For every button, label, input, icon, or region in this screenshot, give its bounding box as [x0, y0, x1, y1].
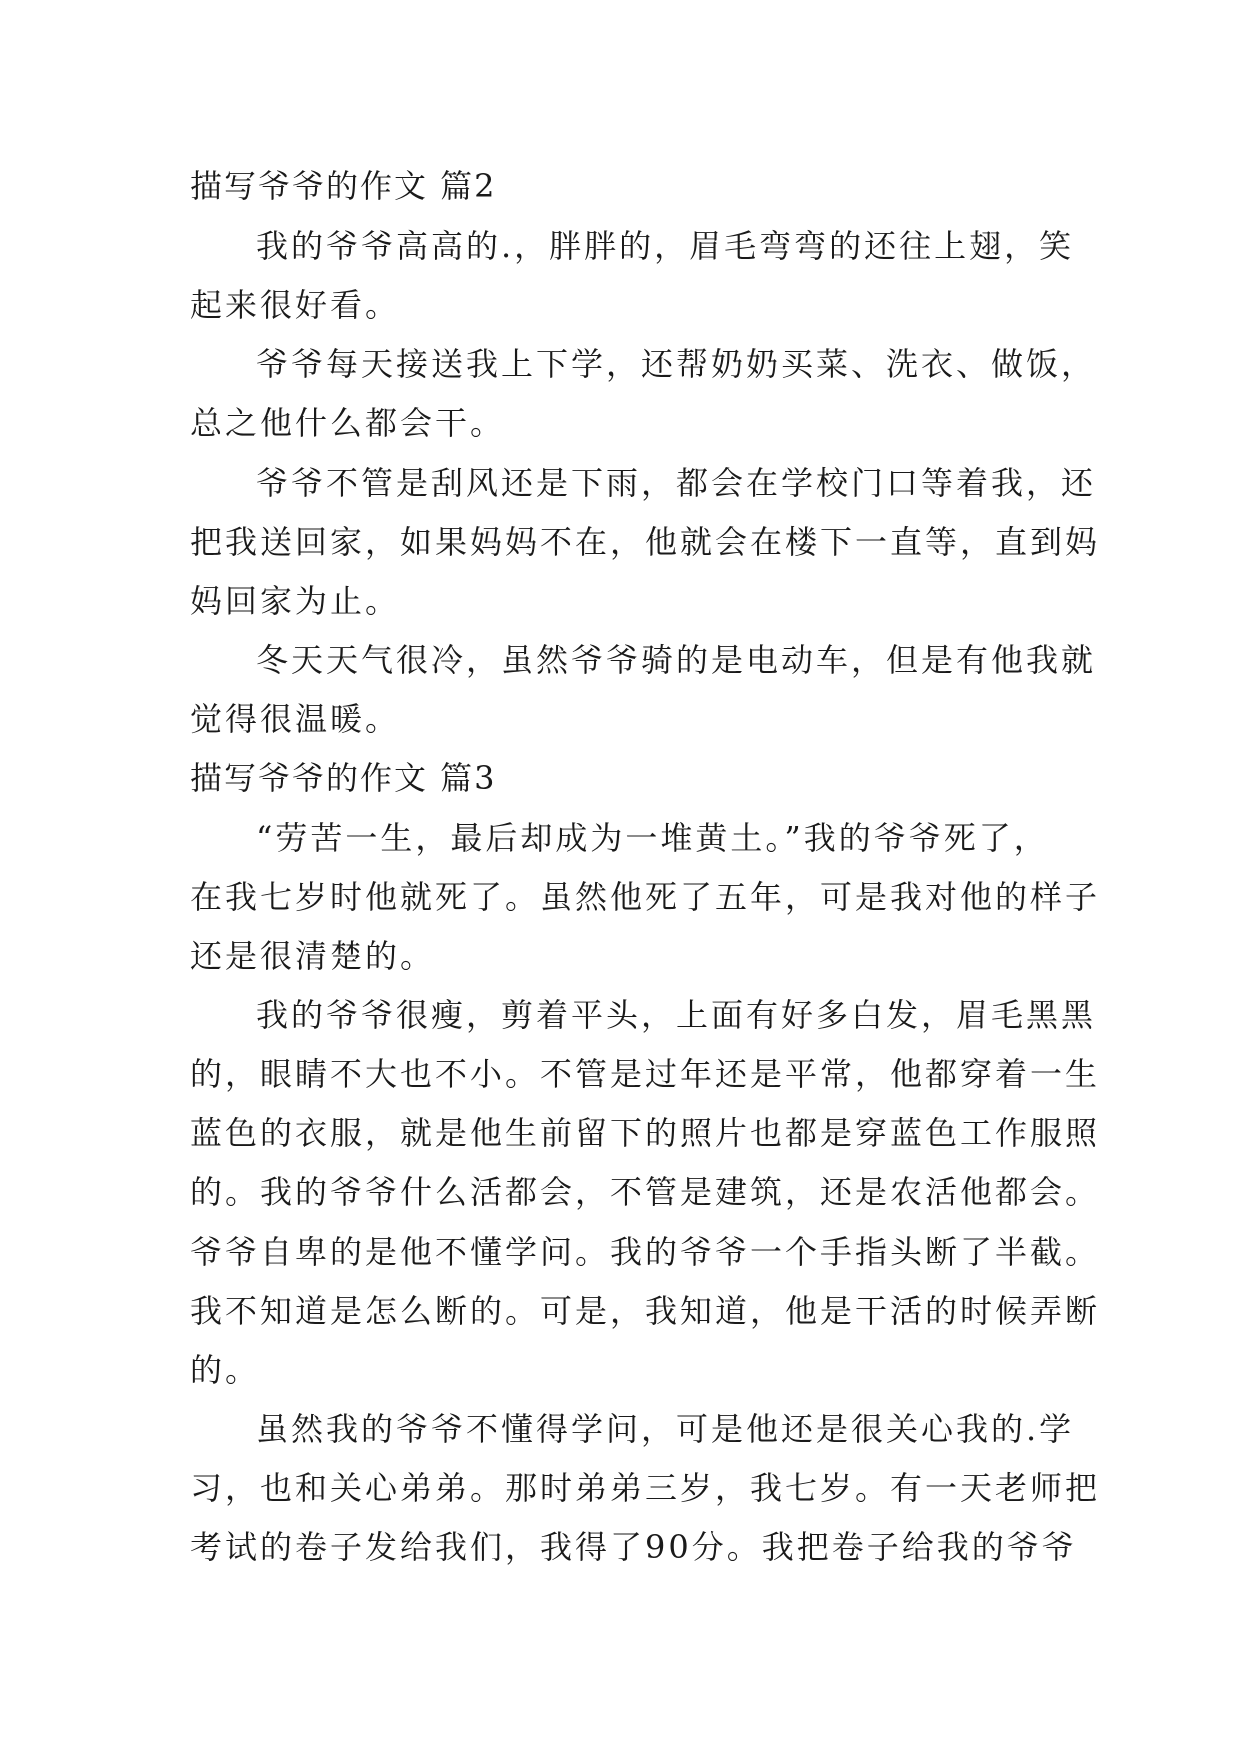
paragraph-line: 考试的卷子发给我们，我得了90分。我把卷子给我的爷爷: [190, 1528, 1077, 1566]
paragraph-line: 习，也和关心弟弟。那时弟弟三岁，我七岁。有一天老师把: [190, 1469, 1101, 1507]
paragraph-line: “劳苦一生，最后却成为一堆黄土。”我的爷爷死了，: [256, 819, 1049, 857]
paragraph-line: 爷爷每天接送我上下学，还帮奶奶买菜、洗衣、做饭，: [256, 345, 1097, 383]
paragraph-line: 起来很好看。: [190, 286, 401, 324]
paragraph-line: 总之他什么都会干。: [190, 404, 506, 442]
paragraph-line: 爷爷自卑的是他不懂学问。我的爷爷一个手指头断了半截。: [190, 1233, 1101, 1271]
paragraph-line: 的，眼睛不大也不小。不管是过年还是平常，他都穿着一生: [190, 1055, 1101, 1093]
paragraph-line: 我的爷爷很瘦，剪着平头，上面有好多白发，眉毛黑黑: [256, 996, 1097, 1034]
paragraph-line: 虽然我的爷爷不懂得学问，可是他还是很关心我的.学: [256, 1410, 1075, 1448]
paragraph-line: 爷爷不管是刮风还是下雨，都会在学校门口等着我，还: [256, 464, 1097, 502]
paragraph-line: 在我七岁时他就死了。虽然他死了五年，可是我对他的样子: [190, 878, 1101, 916]
section-title-2: 描写爷爷的作文 篇2: [190, 167, 497, 205]
paragraph-line: 的。我的爷爷什么活都会，不管是建筑，还是农活他都会。: [190, 1173, 1101, 1211]
paragraph-line: 把我送回家，如果妈妈不在，他就会在楼下一直等，直到妈: [190, 523, 1101, 561]
paragraph-line: 觉得很温暖。: [190, 700, 401, 738]
paragraph-line: 的。: [190, 1351, 261, 1389]
paragraph-line: 我的爷爷高高的.，胖胖的，眉毛弯弯的还往上翅，笑: [256, 227, 1075, 265]
paragraph-line: 妈回家为止。: [190, 582, 401, 620]
paragraph-line: 还是很清楚的。: [190, 937, 436, 975]
paragraph-line: 我不知道是怎么断的。可是，我知道，他是干活的时候弄断: [190, 1292, 1101, 1330]
paragraph-line: 冬天天气很冷，虽然爷爷骑的是电动车，但是有他我就: [256, 641, 1097, 679]
paragraph-line: 蓝色的衣服，就是他生前留下的照片也都是穿蓝色工作服照: [190, 1114, 1101, 1152]
section-title-3: 描写爷爷的作文 篇3: [190, 759, 497, 797]
